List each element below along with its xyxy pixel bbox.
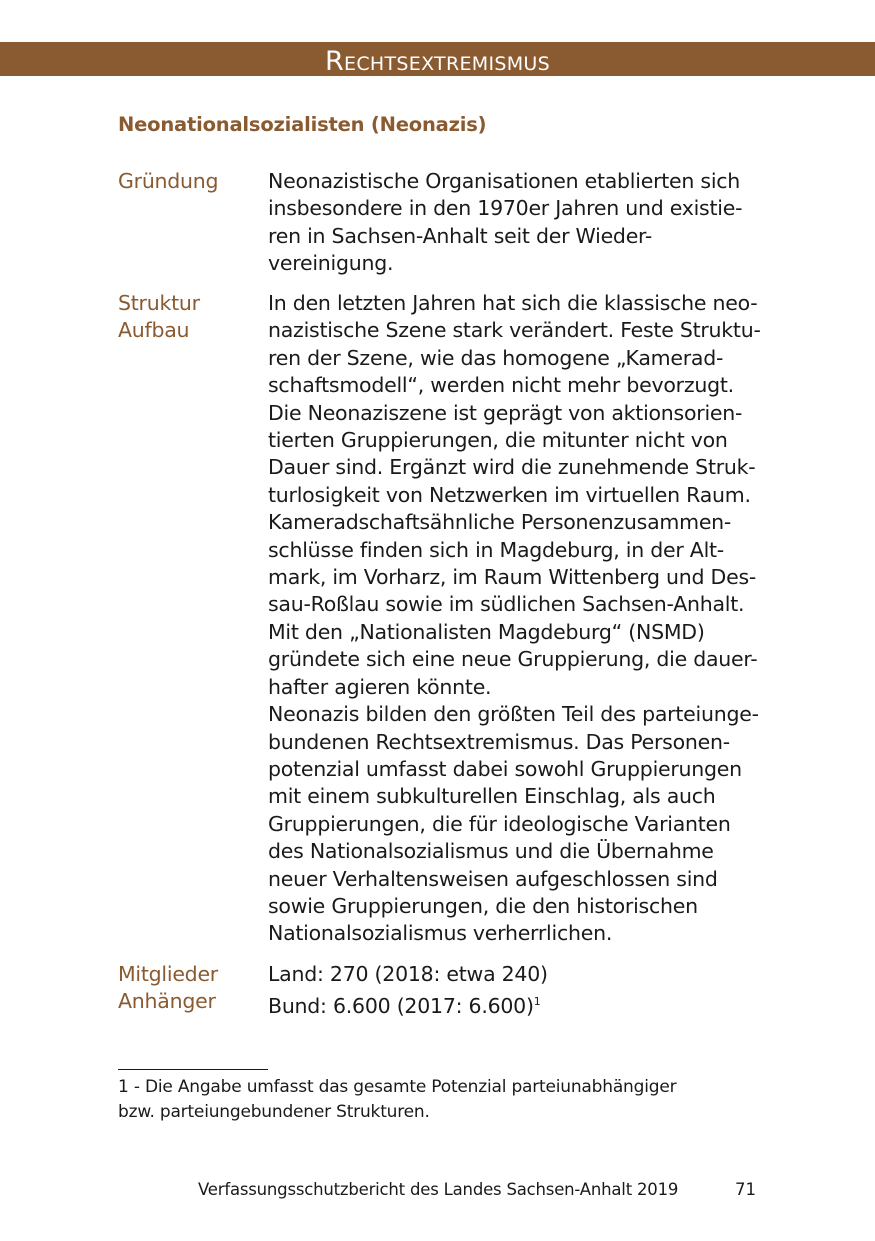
text-line: In den letzten Jahren hat sich die klassische neo-: [268, 291, 758, 315]
label-line: Gründung: [118, 169, 219, 193]
text-line: insbesondere in den 1970er Jahren und existie-: [268, 196, 743, 221]
text-line: Die Neonaziszene ist geprägt von aktionsorien-: [268, 400, 743, 425]
text-line: hafter agieren könnte.: [268, 674, 492, 699]
member-count-bund: [268, 988, 758, 1020]
entry-text: [268, 961, 758, 1021]
text-line: sau-Roßlau sowie im südlichen Sachsen-Anhalt.: [268, 592, 745, 617]
entry-label: [118, 961, 258, 1016]
footer-publication: Verfassungsschutzbericht des Landes Sachsen-Anhalt 2019: [198, 1180, 679, 1199]
text-line: Kameradschaftsähnliche Personenzusammen-: [268, 510, 732, 535]
entry-text: [268, 168, 758, 278]
member-count-land: Land: 270 (2018: etwa 240): [268, 962, 548, 986]
text-line: mit einem subkulturellen Einschlag, als auch: [268, 784, 716, 809]
text-line: bundenen Rechtsextremismus. Das Personen-: [268, 729, 730, 754]
text-line: neuer Verhaltensweisen aufgeschlossen sind: [268, 866, 718, 891]
page-number: 71: [735, 1180, 756, 1199]
text-line: mark, im Vorharz, im Raum Wittenberg und Des-: [268, 565, 757, 590]
footnote: [118, 1075, 758, 1125]
label-line: Struktur: [118, 291, 200, 315]
label-line: Mitglieder: [118, 962, 218, 986]
entry-label: [118, 290, 258, 345]
text-line: des Nationalsozialismus und die Übernahme: [268, 839, 714, 864]
text-line: tierten Gruppierungen, die mitunter nicht von: [268, 428, 728, 453]
entry-label: [118, 168, 258, 195]
text-line: turlosigkeit von Netzwerken im virtuellen Raum.: [268, 482, 751, 507]
text-line: Nationalsozialismus verherrlichen.: [268, 921, 613, 946]
member-count-bund-text: Bund: 6.600 (2017: 6.600): [268, 994, 534, 1019]
label-line: Anhänger: [118, 989, 216, 1014]
chapter-title: Rechtsextremismus: [324, 46, 550, 77]
text-line: Mit den „Nationalisten Magdeburg“ (NSMD): [268, 619, 705, 644]
text-line: Neonazis bilden den größten Teil des parteiunge-: [268, 702, 759, 727]
footnote-marker: 1: [533, 995, 541, 1009]
text-line: nazistische Szene stark verändert. Feste Struktu-: [268, 318, 761, 343]
text-line: schlüsse finden sich in Magdeburg, in der Alt-: [268, 537, 724, 562]
footnote-line: bzw. parteiungebundener Strukturen.: [118, 1102, 430, 1122]
text-line: sowie Gruppierungen, die den historischen: [268, 893, 698, 918]
text-line: ren der Szene, wie das homogene „Kamerad-: [268, 345, 724, 370]
footnote-divider: [118, 1069, 268, 1070]
text-line: Neonazistische Organisationen etablierten sich: [268, 169, 741, 193]
entry-text: [268, 290, 761, 948]
text-line: Gruppierungen, die für ideologische Varianten: [268, 811, 731, 836]
text-line: Dauer sind. Ergänzt wird die zunehmende Struk-: [268, 455, 756, 480]
text-line: vereinigung.: [268, 251, 394, 276]
chapter-banner: [0, 42, 875, 76]
text-line: gründete sich eine neue Gruppierung, die dauer-: [268, 647, 758, 672]
label-line: Aufbau: [118, 318, 190, 343]
text-line: potenzial umfasst dabei sowohl Gruppierungen: [268, 756, 742, 781]
text-line: schaftsmodell“, werden nicht mehr bevorzugt.: [268, 373, 734, 398]
footnote-line: 1 - Die Angabe umfasst das gesamte Potenzial parteiunabhängiger: [118, 1077, 677, 1097]
section-title: Neonationalsozialisten (Neonazis): [118, 113, 487, 136]
text-line: ren in Sachsen-Anhalt seit der Wieder-: [268, 223, 653, 248]
